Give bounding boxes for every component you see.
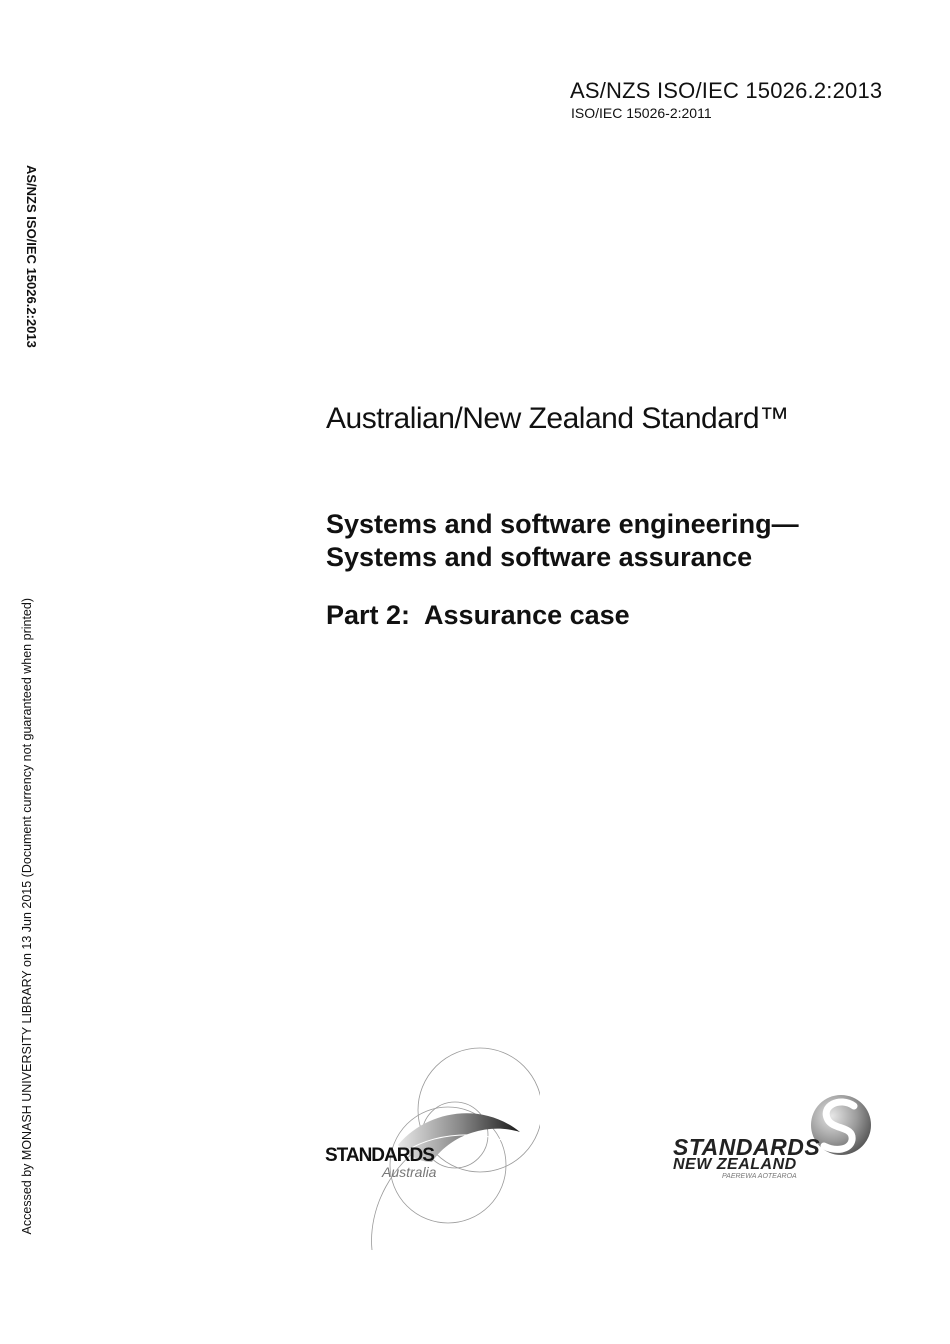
part-title: Part 2: Assurance case (326, 600, 630, 630)
title-line-2: Systems and software assurance (326, 542, 753, 572)
equivalent-standard: ISO/IEC 15026-2:2011 (571, 105, 712, 121)
standards-new-zealand-logo (668, 1090, 878, 1190)
standards-nz-maori-name: PAEREWA AOTEAROA (722, 1173, 797, 1180)
access-note: Accessed by MONASH UNIVERSITY LIBRARY on 13 Jun 2015 (Document currency not guaranteed when printed) (20, 598, 34, 1235)
document-title (326, 508, 799, 574)
standards-nz-wordmark: STANDARDS (673, 1134, 821, 1160)
standards-australia-logo (320, 1040, 540, 1260)
standard-designation: AS/NZS ISO/IEC 15026.2:2013 (570, 78, 883, 103)
standards-australia-wordmark: STANDARDS (325, 1145, 434, 1166)
standards-nz-country: NEW ZEALAND (673, 1156, 797, 1173)
standard-type: Australian/New Zealand Standard™ (326, 402, 789, 435)
standards-australia-subtitle: Australia (382, 1164, 437, 1180)
title-line-1: Systems and software engineering— (326, 509, 799, 539)
spine-designation: AS/NZS ISO/IEC 15026.2:2013 (24, 165, 39, 348)
